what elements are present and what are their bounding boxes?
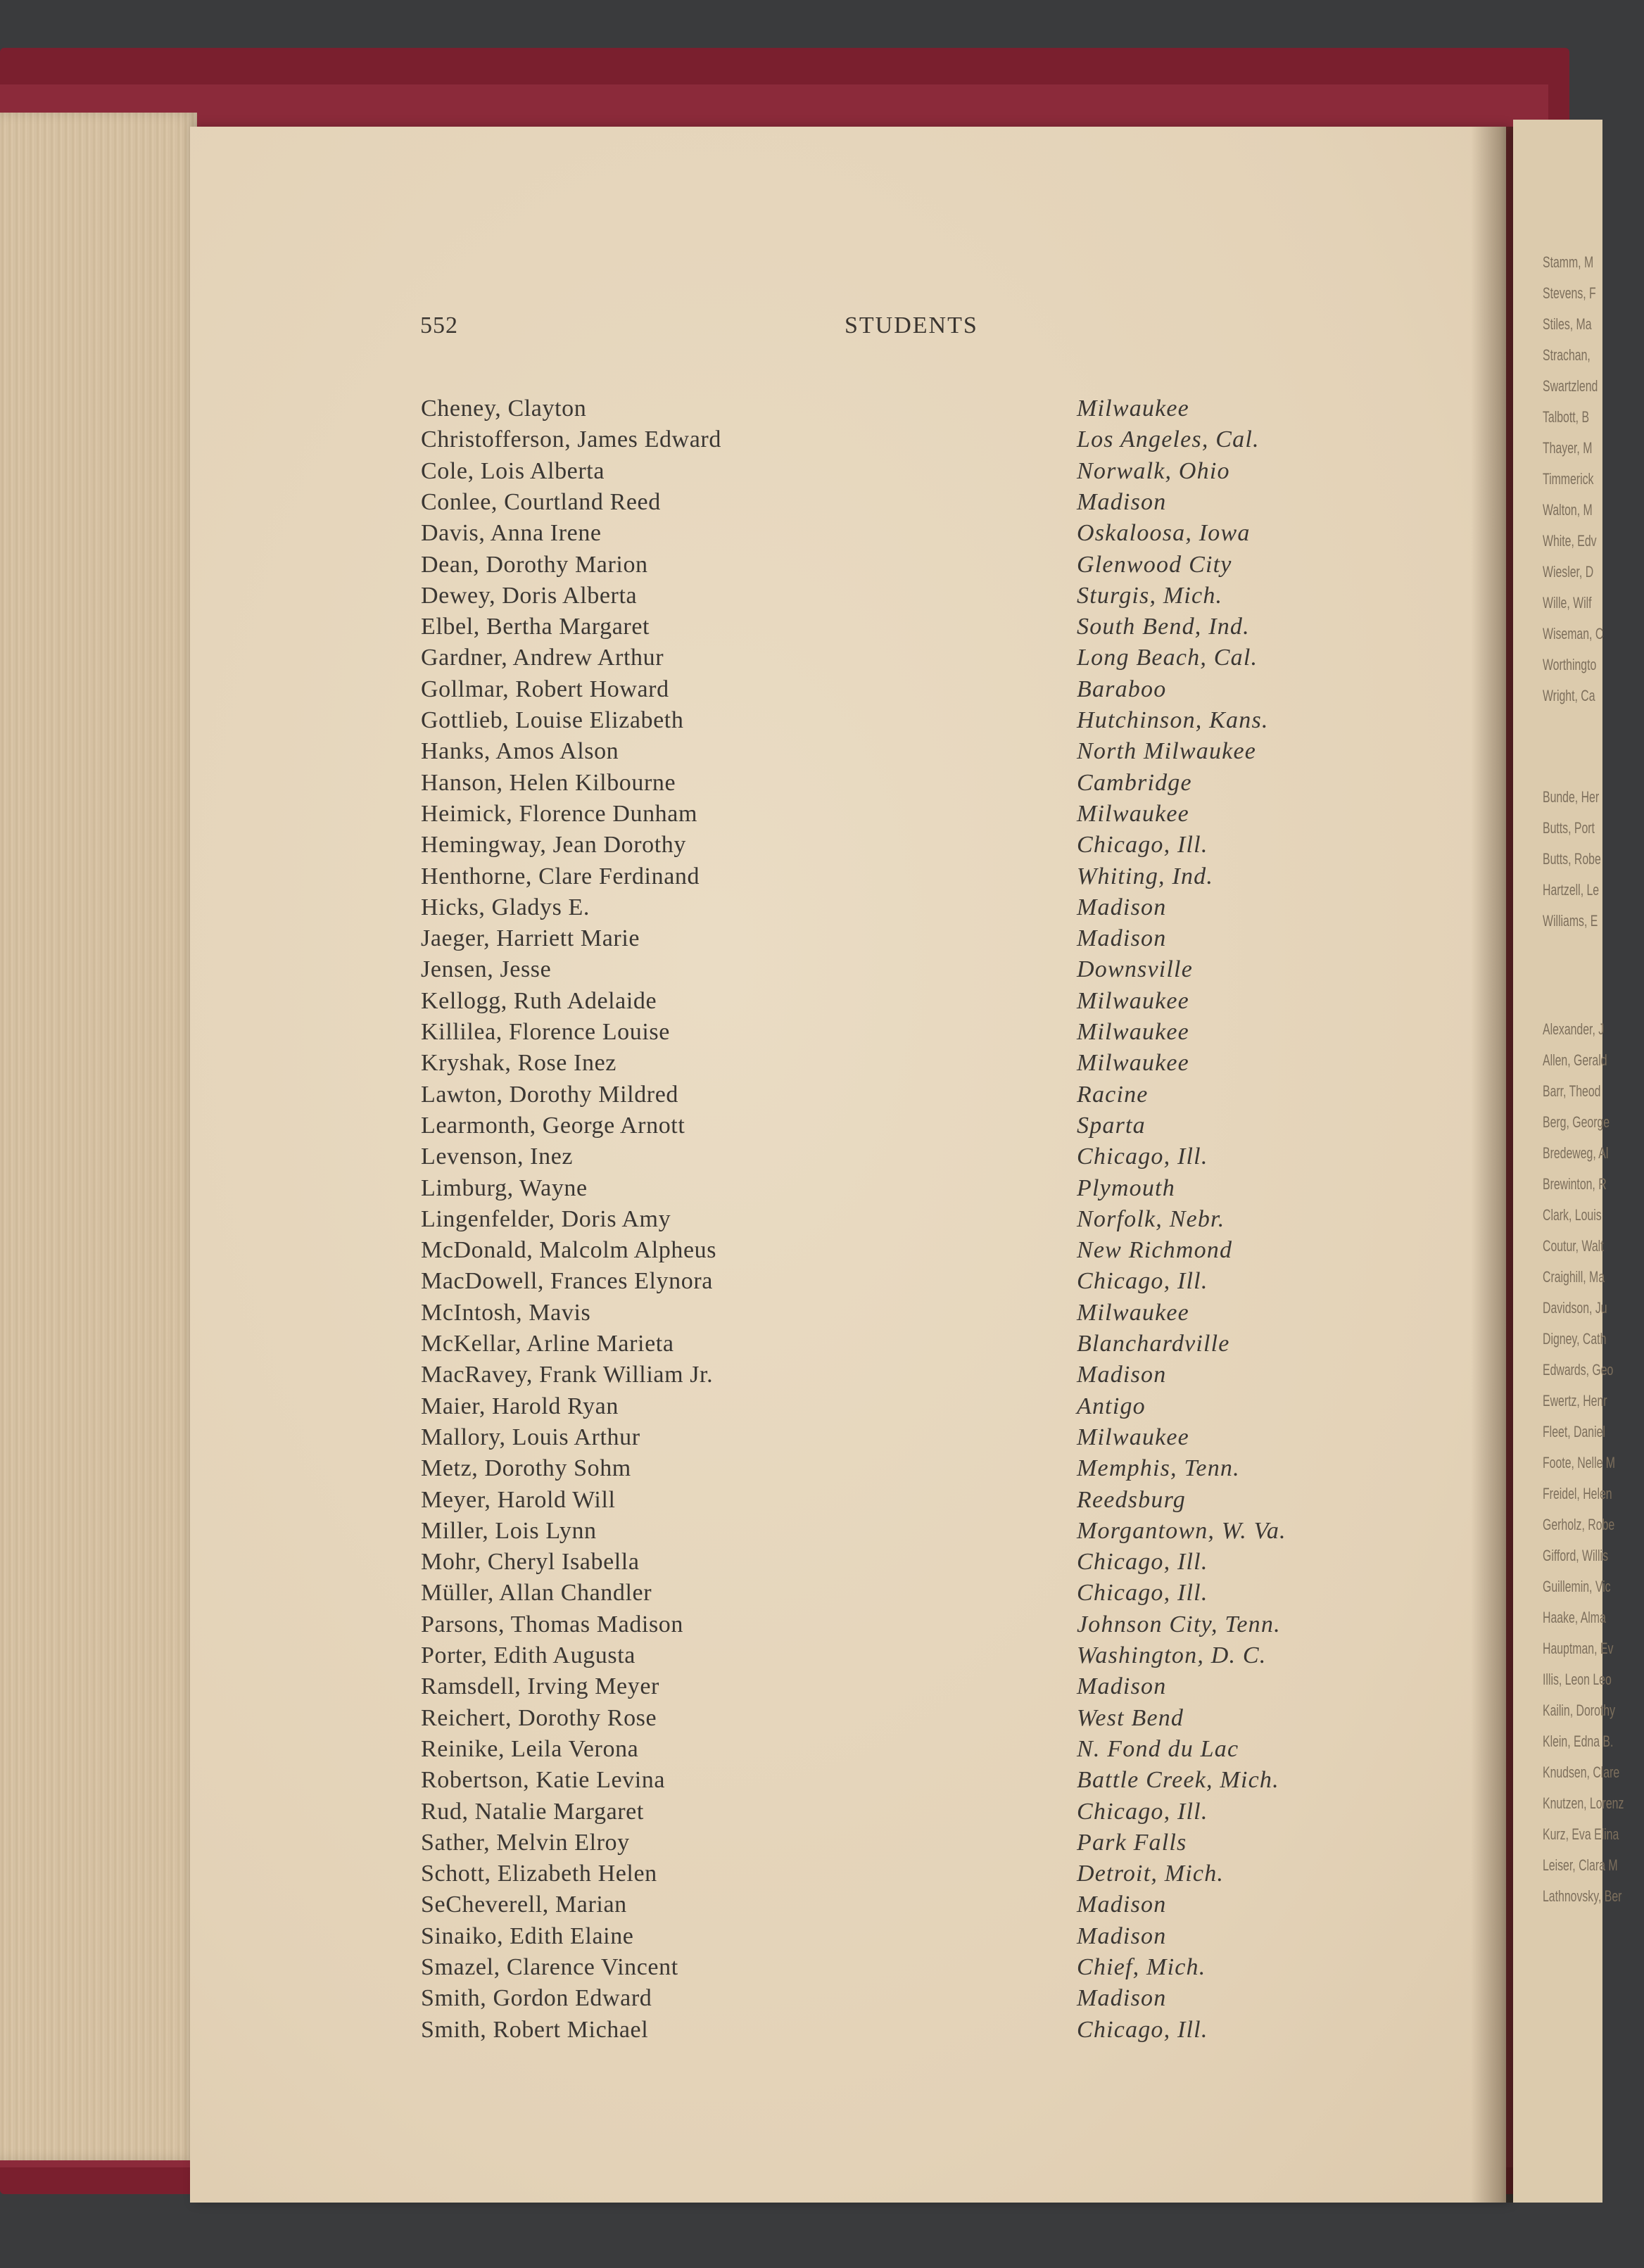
student-row [421, 1767, 1392, 1798]
student-row [421, 1830, 1392, 1861]
student-row [421, 1487, 1392, 1518]
student-name: Hemingway, Jean Dorothy [421, 832, 687, 859]
student-row [421, 1237, 1392, 1268]
student-hometown: Madison [1077, 925, 1167, 952]
student-hometown: Racine [1077, 1081, 1149, 1108]
student-hometown: Chicago, Ill. [1077, 1549, 1208, 1576]
student-name: Sather, Melvin Elroy [421, 1829, 630, 1856]
student-hometown: Chicago, Ill. [1077, 1268, 1208, 1295]
next-page-fragment: Kurz, Eva Elina [1543, 1825, 1619, 1843]
student-name: SeCheverell, Marian [421, 1892, 627, 1918]
student-row [421, 520, 1392, 551]
student-name: Dewey, Doris Alberta [421, 582, 638, 609]
student-row [421, 1331, 1392, 1362]
next-page [1513, 120, 1624, 2203]
student-hometown: Madison [1077, 894, 1167, 920]
next-page-fragment: Butts, Port [1543, 819, 1595, 837]
student-hometown: Cambridge [1077, 769, 1192, 796]
student-row [421, 863, 1392, 894]
next-page-fragment: Haake, Alma [1543, 1609, 1606, 1626]
student-hometown: Plymouth [1077, 1174, 1175, 1201]
student-row [421, 426, 1392, 457]
next-page-fragment: Gerholz, Robe [1543, 1516, 1615, 1533]
next-page-fragment: Wille, Wilf [1543, 594, 1592, 612]
student-hometown: Washington, D. C. [1077, 1642, 1267, 1668]
student-row [421, 1892, 1392, 1922]
student-row [421, 1393, 1392, 1424]
next-page-fragment: Bredeweg, Al [1543, 1144, 1609, 1162]
student-hometown: Madison [1077, 1985, 1167, 2012]
student-name: Heimick, Florence Dunham [421, 800, 698, 827]
student-name: Christofferson, James Edward [421, 426, 721, 453]
next-page-fragment: Bunde, Her [1543, 788, 1600, 806]
student-hometown: North Milwaukee [1077, 738, 1257, 765]
student-name: Hicks, Gladys E. [421, 894, 590, 920]
student-row [421, 1673, 1392, 1704]
next-page-fragment: Fleet, Daniel [1543, 1423, 1605, 1440]
student-hometown: Madison [1077, 488, 1167, 515]
page-number: 552 [420, 312, 458, 338]
student-hometown: Sturgis, Mich. [1077, 582, 1223, 609]
next-page-fragment: Gifford, Willis [1543, 1547, 1609, 1564]
student-hometown: Morgantown, W. Va. [1077, 1517, 1286, 1544]
student-hometown: Long Beach, Cal. [1077, 645, 1258, 671]
student-name: Cole, Lois Alberta [421, 457, 605, 484]
student-row [421, 1082, 1392, 1113]
student-hometown: Milwaukee [1077, 1299, 1189, 1326]
student-row [421, 1362, 1392, 1393]
student-name: Dean, Dorothy Marion [421, 551, 648, 578]
student-hometown: Los Angeles, Cal. [1077, 426, 1260, 453]
next-page-fragment: Alexander, J [1543, 1020, 1605, 1038]
student-name: McIntosh, Mavis [421, 1299, 591, 1326]
next-page-fragment: Walton, M [1543, 501, 1593, 519]
student-hometown: N. Fond du Lac [1077, 1735, 1239, 1762]
running-title: STUDENTS [845, 312, 978, 338]
student-row [421, 1268, 1392, 1299]
student-name: Cheney, Clayton [421, 395, 587, 422]
next-page-fragment: Klein, Edna B. [1543, 1732, 1614, 1750]
student-name: MacRavey, Frank William Jr. [421, 1362, 714, 1388]
student-hometown: Glenwood City [1077, 551, 1232, 578]
page-edges [0, 113, 197, 2160]
student-row [421, 1985, 1392, 2016]
page-gutter-shadow [1471, 127, 1513, 2203]
student-name: Rud, Natalie Margaret [421, 1798, 644, 1825]
student-row [421, 2017, 1392, 2048]
student-row [421, 894, 1392, 925]
student-hometown: Milwaukee [1077, 1424, 1189, 1450]
student-name: Gollmar, Robert Howard [421, 676, 669, 702]
student-hometown: Chicago, Ill. [1077, 1580, 1208, 1607]
student-row [421, 1300, 1392, 1331]
student-row [421, 1736, 1392, 1767]
student-name: Elbel, Bertha Margaret [421, 614, 650, 640]
next-page-fragment: Worthingto [1543, 656, 1597, 673]
next-page-fragment: Craighill, Ma [1543, 1268, 1605, 1286]
next-page-fragment: Edwards, Geo [1543, 1361, 1614, 1379]
next-page-fragment: Clark, Louis [1543, 1206, 1602, 1224]
student-row [421, 583, 1392, 614]
next-page-fragment: Talbott, B [1543, 408, 1590, 426]
student-row [421, 614, 1392, 645]
student-row [421, 552, 1392, 583]
student-name: Maier, Harold Ryan [421, 1393, 619, 1419]
next-page-fragment: Barr, Theod [1543, 1082, 1601, 1100]
next-page-fragment: Lathnovsky, Ber [1543, 1887, 1622, 1905]
student-hometown: New Richmond [1077, 1237, 1233, 1264]
next-page-fragment: Wiseman, C [1543, 625, 1604, 642]
student-name: Davis, Anna Irene [421, 520, 602, 547]
student-name: Mallory, Louis Arthur [421, 1424, 640, 1450]
student-name: McKellar, Arline Marieta [421, 1331, 674, 1357]
next-page-fragment: Knutzen, Lorenz [1543, 1794, 1624, 1812]
student-name: Henthorne, Clare Ferdinand [421, 863, 700, 889]
next-page-fragment: Hauptman, Ev [1543, 1640, 1614, 1657]
student-hometown: Blanchardville [1077, 1331, 1230, 1357]
student-row [421, 801, 1392, 832]
student-hometown: Detroit, Mich. [1077, 1861, 1225, 1887]
student-row [421, 1611, 1392, 1642]
student-name: MacDowell, Frances Elynora [421, 1268, 713, 1295]
next-page-fragment: Digney, Cath [1543, 1330, 1607, 1348]
student-row [421, 1050, 1392, 1081]
student-row [421, 1580, 1392, 1611]
student-name: Ramsdell, Irving Meyer [421, 1673, 659, 1700]
next-page-fragment: Berg, George [1543, 1113, 1610, 1131]
next-page-fragment: Hartzell, Le [1543, 881, 1600, 899]
student-hometown: Norwalk, Ohio [1077, 457, 1230, 484]
next-page-fragment: Foote, Nelle M [1543, 1454, 1616, 1471]
student-row [421, 988, 1392, 1019]
student-row [421, 956, 1392, 987]
student-hometown: Madison [1077, 1922, 1167, 1949]
student-hometown: Chief, Mich. [1077, 1954, 1206, 1980]
student-name: Parsons, Thomas Madison [421, 1611, 684, 1637]
student-row [421, 458, 1392, 489]
student-hometown: Battle Creek, Mich. [1077, 1767, 1279, 1794]
student-row [421, 1424, 1392, 1455]
next-page-fragment: Stiles, Ma [1543, 315, 1592, 333]
student-hometown: Madison [1077, 1892, 1167, 1918]
next-page-fragment: Thayer, M [1543, 439, 1593, 457]
student-hometown: Milwaukee [1077, 987, 1189, 1014]
student-row [421, 1923, 1392, 1954]
student-name: Smith, Robert Michael [421, 2016, 649, 2043]
student-name: Müller, Allan Chandler [421, 1580, 652, 1607]
student-hometown: Chicago, Ill. [1077, 2016, 1208, 2043]
student-row [421, 1143, 1392, 1174]
student-name: Metz, Dorothy Sohm [421, 1455, 631, 1482]
next-page-fragment: Ewertz, Henr [1543, 1392, 1607, 1409]
student-name: Robertson, Katie Levina [421, 1767, 666, 1794]
student-hometown: Park Falls [1077, 1829, 1187, 1856]
student-name: Jaeger, Harriett Marie [421, 925, 640, 952]
student-name: Smazel, Clarence Vincent [421, 1954, 678, 1980]
next-page-fragment: Illis, Leon Leo [1543, 1671, 1612, 1688]
student-name: Jensen, Jesse [421, 956, 552, 983]
student-row [421, 489, 1392, 520]
student-row [421, 1705, 1392, 1736]
next-page-fragment: Strachan, [1543, 346, 1591, 364]
student-row [421, 645, 1392, 676]
next-page-fragment: Davidson, Ju [1543, 1299, 1607, 1317]
student-row [421, 1206, 1392, 1237]
student-name: Mohr, Cheryl Isabella [421, 1549, 640, 1576]
student-hometown: Downsville [1077, 956, 1193, 983]
student-hometown: Reedsburg [1077, 1486, 1186, 1513]
student-hometown: Milwaukee [1077, 1050, 1189, 1077]
student-hometown: Madison [1077, 1673, 1167, 1700]
student-name: Lingenfelder, Doris Amy [421, 1205, 671, 1232]
student-name: Reichert, Dorothy Rose [421, 1704, 657, 1731]
student-hometown: Chicago, Ill. [1077, 832, 1208, 859]
student-row [421, 1799, 1392, 1830]
next-page-fragment: Brewinton, R [1543, 1175, 1607, 1193]
next-page-fragment: Coutur, Walt [1543, 1237, 1604, 1255]
next-page-fragment: Williams, E [1543, 912, 1598, 930]
student-row [421, 1113, 1392, 1143]
student-hometown: Milwaukee [1077, 1019, 1189, 1045]
next-page-fragment: White, Edv [1543, 532, 1597, 550]
student-row [421, 1518, 1392, 1549]
student-hometown: Hutchinson, Kans. [1077, 707, 1269, 733]
student-hometown: Milwaukee [1077, 395, 1189, 422]
student-name: Smith, Gordon Edward [421, 1985, 652, 2012]
student-row [421, 1175, 1392, 1206]
student-name: Killilea, Florence Louise [421, 1019, 670, 1045]
next-page-fragment: Stevens, F [1543, 284, 1596, 302]
student-row [421, 1019, 1392, 1050]
next-page-fragment: Guillemin, Vic [1543, 1578, 1611, 1595]
student-row [421, 1642, 1392, 1673]
student-name: Porter, Edith Augusta [421, 1642, 636, 1668]
student-row [421, 1954, 1392, 1985]
student-row [421, 770, 1392, 801]
student-name: Gottlieb, Louise Elizabeth [421, 707, 684, 733]
student-name: Meyer, Harold Will [421, 1486, 616, 1513]
next-page-fragment: Swartzlend [1543, 377, 1598, 395]
student-hometown: Milwaukee [1077, 800, 1189, 827]
student-hometown: Chicago, Ill. [1077, 1798, 1208, 1825]
student-name: Kellogg, Ruth Adelaide [421, 987, 657, 1014]
student-row [421, 676, 1392, 707]
student-name: Hanks, Amos Alson [421, 738, 619, 765]
student-name: Schott, Elizabeth Helen [421, 1861, 657, 1887]
student-hometown: Oskaloosa, Iowa [1077, 520, 1251, 547]
student-name: Lawton, Dorothy Mildred [421, 1081, 679, 1108]
student-name: Kryshak, Rose Inez [421, 1050, 617, 1077]
student-hometown: Memphis, Tenn. [1077, 1455, 1240, 1482]
student-row [421, 925, 1392, 956]
student-row [421, 707, 1392, 738]
next-page-fragment: Freidel, Helen [1543, 1485, 1612, 1502]
student-name: Conlee, Courtland Reed [421, 488, 661, 515]
student-name: McDonald, Malcolm Alpheus [421, 1237, 717, 1264]
next-page-fragment: Knudsen, Clare [1543, 1763, 1620, 1781]
student-hometown: Whiting, Ind. [1077, 863, 1214, 889]
student-name: Reinike, Leila Verona [421, 1735, 639, 1762]
next-page-fragment: Allen, Gerald [1543, 1051, 1607, 1069]
student-hometown: South Bend, Ind. [1077, 614, 1250, 640]
next-page-fragment: Wiesler, D [1543, 563, 1594, 581]
next-page-fragment: Leiser, Clara M [1543, 1856, 1618, 1874]
next-page-fragment: Timmerick [1543, 470, 1594, 488]
student-name: Gardner, Andrew Arthur [421, 645, 664, 671]
next-page-fragment: Kailin, Dorothy [1543, 1702, 1616, 1719]
student-hometown: Madison [1077, 1362, 1167, 1388]
student-hometown: Chicago, Ill. [1077, 1143, 1208, 1170]
next-page-fragment: Wright, Ca [1543, 687, 1595, 704]
next-page-fragment: Butts, Robe [1543, 850, 1601, 868]
student-row [421, 738, 1392, 769]
student-row [421, 1861, 1392, 1892]
student-row [421, 832, 1392, 863]
student-row [421, 395, 1392, 426]
student-name: Levenson, Inez [421, 1143, 574, 1170]
student-hometown: Sparta [1077, 1112, 1146, 1139]
student-name: Miller, Lois Lynn [421, 1517, 597, 1544]
student-hometown: Johnson City, Tenn. [1077, 1611, 1281, 1637]
student-hometown: Antigo [1077, 1393, 1146, 1419]
student-hometown: Baraboo [1077, 676, 1167, 702]
student-hometown: West Bend [1077, 1704, 1184, 1731]
student-name: Limburg, Wayne [421, 1174, 588, 1201]
student-hometown: Norfolk, Nebr. [1077, 1205, 1225, 1232]
student-row [421, 1455, 1392, 1486]
student-name: Sinaiko, Edith Elaine [421, 1922, 634, 1949]
student-row [421, 1549, 1392, 1580]
student-name: Hanson, Helen Kilbourne [421, 769, 676, 796]
student-name: Learmonth, George Arnott [421, 1112, 685, 1139]
next-page-fragment: Stamm, M [1543, 253, 1594, 271]
